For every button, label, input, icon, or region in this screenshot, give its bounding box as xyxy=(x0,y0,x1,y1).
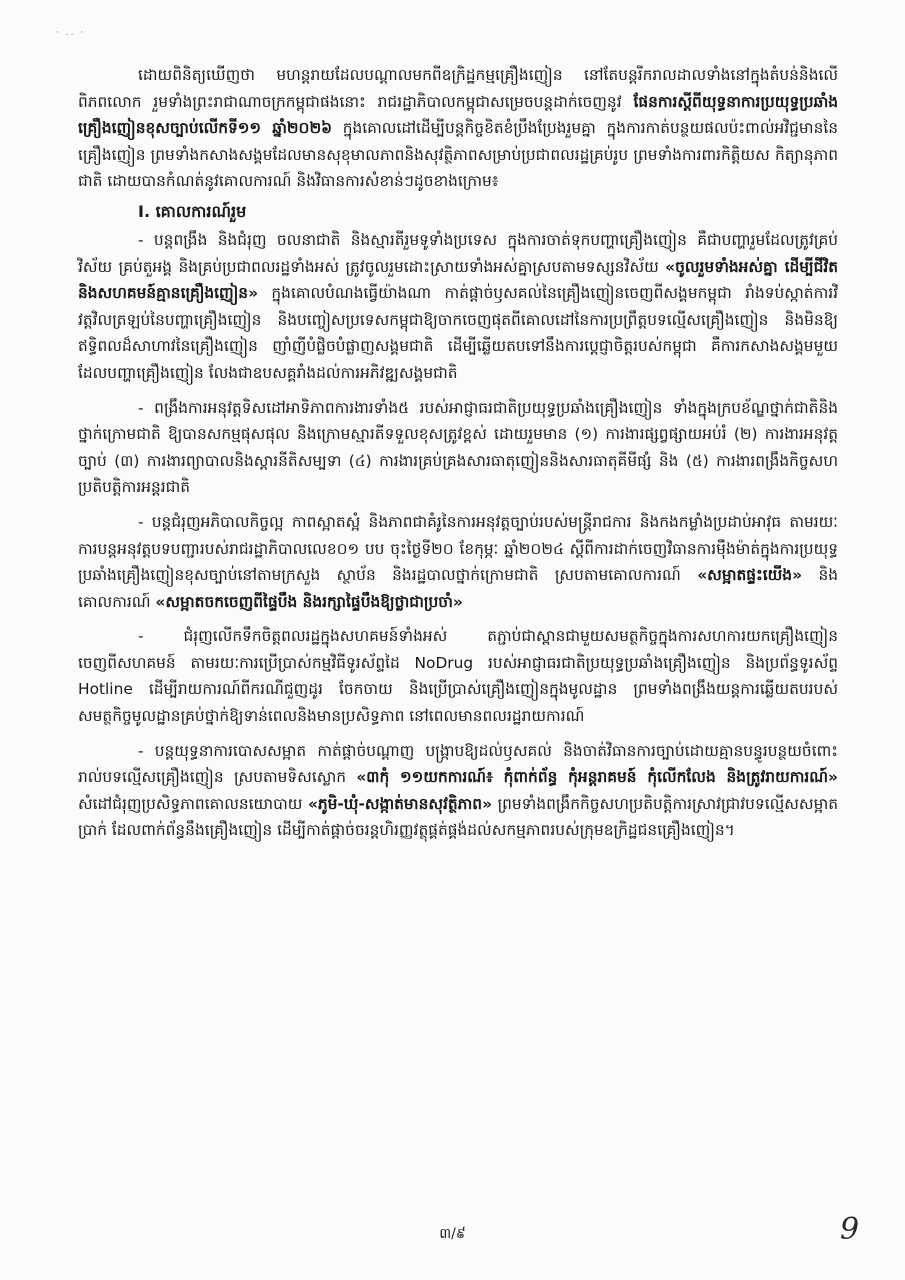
p5-text-2: សំដៅជំរុញប្រសិទ្ធភាពគោលនយោបាយ xyxy=(78,794,308,813)
p4-text-3: ដើម្បីរាយការណ៍ពីករណីជួញដូរ ចែកចាយ និងប្រើប្រាស់គ្រឿងញៀនក្នុងមូលដ្ឋាន ព្រមទាំងពង្រឹងយន្តការឆ្លើយតបរបស់សមត្ថកិច្ចមូលដ្ឋានគ្រប់ថ្នាក់ឱ្យទាន់ពេលនិងមានប្រសិទ្ធភាព នៅពេលមានពលរដ្ឋរាយការណ៍ xyxy=(78,680,838,726)
p4-hotline: Hotline xyxy=(78,680,133,699)
p3-principle-2: «សម្អាតចកចេញពីផ្ទៃបឹង និងរក្សាផ្ទៃបឹងឱ្យថ្លាជាប្រចាំ» xyxy=(155,592,463,611)
p5-text-1: - បន្តយុទ្ធនាការបោសសម្អាត កាត់ផ្តាច់បណ្តាញ បង្ក្រាបឱ្យដល់ឫសគល់ និងចាត់វិធានការច្បាប់ដោយគ្មានបន្ធូរបន្ថយចំពោះរាល់បទល្មើសគ្រឿងញៀន ស្របតាមទិសស្លោក xyxy=(78,741,838,787)
handwritten-initial: 9 xyxy=(840,1212,860,1247)
principle-paragraph-3 xyxy=(78,509,838,615)
document-body xyxy=(78,62,838,844)
p1-text-2: ក្នុងគោលបំណងធ្វើយ៉ាងណា កាត់ផ្តាច់ឫសគល់នៃគ្រឿងញៀនចេញពីសង្គមកម្ពុជា រាំងទប់ស្កាត់ការវិវត្តវិលត្រឡប់នៃបញ្ហាគ្រឿងញៀន និងបញ្ចៀសប្រទេសកម្ពុជាឱ្យចាកចេញផុតពីគោលដៅនៃការប្រព្រឹត្តបទល្មើសគ្រឿងញៀន និងមិនឱ្យឥទ្ធិពលដ៏សាហាវនៃគ្រឿងញៀន ញាំញីបំផ្លិចបំផ្លាញសង្គមជាតិ ដើម្បីឆ្លើយតបទៅនឹងការប្តេជ្ញាចិត្តរបស់កម្ពុជា គឺការកសាងសង្គមមួយដែលបញ្ហាគ្រឿងញៀន លែងជាឧបសគ្គរាំងដល់ការអភិវឌ្ឍសង្គមជាតិ xyxy=(78,284,838,382)
intro-text-2: ក្នុងគោលដៅដើម្បីបន្តកិច្ចខិតខំប្រឹងប្រែងរួមគ្នា ក្នុងការកាត់បន្ថយផលប៉ះពាល់អវិជ្ជមាននៃគ្រឿងញៀន ព្រមទាំងកសាងសង្គមដែលមានសុខុមាលភាពនិងសុវត្ថិភាពសម្រាប់ប្រជាពលរដ្ឋគ្រប់រូប ព្រមទាំងការពារកិត្តិយស កិត្យានុភាពជាតិ ដោយបានកំណត់នូវគោលការណ៍ និងវិធានការសំខាន់ៗដូចខាងក្រោម៖ xyxy=(78,119,838,191)
page-number: ៣/៩ xyxy=(439,1226,466,1242)
p3-text-2: និង គោលការណ៍ xyxy=(78,566,839,611)
p4-text-1: - ជំរុញលើកទឹកចិត្តពលរដ្ឋក្នុងសហគមន៍ទាំងអស់ តភ្ជាប់ជាស្ពានជាមួយសមត្ថកិច្ចក្នុងការសហការយកគ្រឿងញៀនចេញពីសហគមន៍ តាមរយៈការប្រើប្រាស់កម្មវិធីទូរស័ព្ទដៃ xyxy=(78,627,838,672)
intro-text-1: ដោយពិនិត្យឃើញថា មហន្តរាយដែលបណ្តាលមកពីឧក្រិដ្ឋកម្មគ្រឿងញៀន នៅតែបន្តរីករាលដាលទាំងនៅក្នុងតំបន់និងលើពិភពលោក រួមទាំងព្រះរាជាណាចក្រកម្ពុជាផងនោះ រាជរដ្ឋាភិបាលកម្ពុជាសម្រេចបន្តដាក់ចេញនូវ xyxy=(78,66,838,111)
section-heading: I. គោលការណ៍រួម xyxy=(138,201,247,221)
principle-paragraph-4 xyxy=(78,623,838,729)
principle-paragraph-1 xyxy=(78,227,838,387)
principle-paragraph-5 xyxy=(78,738,838,844)
principle-paragraph-2 xyxy=(78,395,838,501)
p3-principle-1: «សម្អាតផ្ទះយើង» xyxy=(697,566,803,585)
p1-slogan: «ចូលរួមទាំងអស់គ្នា ដើម្បីជីវិត និងសហគមន៍គ្មានគ្រឿងញៀន» xyxy=(78,257,839,303)
p1-text-1: - បន្តពង្រឹង និងជំរុញ ចលនាជាតិ និងស្មារតីរួមទូទាំងប្រទេស ក្នុងការចាត់ទុកបញ្ហាគ្រឿងញៀន គឺជាបញ្ហារួមដែលត្រូវគ្រប់វិស័យ គ្រប់តួអង្គ និងគ្រប់ប្រជាពលរដ្ឋទាំងអស់ ត្រូវចូលរួមដោះស្រាយទាំងអស់គ្នាស្របតាមទស្សនវិស័យ xyxy=(78,230,838,276)
scan-specks: · .. · xyxy=(56,28,86,38)
p3-text-1: - បន្តជំរុញអភិបាលកិច្ចល្អ កាពស្អាតស្អំ និងភាពជាគំរូនៃការអនុវត្តច្បាប់របស់មន្ត្រីរាជការ និងកងកម្លាំងប្រដាប់អាវុធ តាមរយៈការបន្តអនុវត្តបទបញ្ជារបស់រាជរដ្ឋាភិបាលលេខ០១ បប ចុះថ្ងៃទី២០ ខែកុម្ភៈ ឆ្នាំ២០២៤ ស្តីពីការដាក់ចេញវិធានការម៉ឺងម៉ាត់ក្នុងការប្រយុទ្ធប្រឆាំងគ្រឿងញៀនខុសច្បាប់នៅតាមក្រសួង ស្ថាប័ន និងរដ្ឋបាលថ្នាក់ក្រោមជាតិ ស្របតាមគោលការណ៍ xyxy=(78,512,838,585)
intro-plan-title: ផែនការស្តីពីយុទ្ធនាការប្រយុទ្ធប្រឆាំងគ្រឿងញៀនខុសច្បាប់លើកទី១១ ឆ្នាំ២០២៦ xyxy=(78,92,838,138)
intro-paragraph xyxy=(78,62,838,195)
p2-text-1: - ពង្រឹងការអនុវត្តទិសដៅអាទិភាពការងារទាំង៥ របស់អាជ្ញាធរជាតិប្រយុទ្ធប្រឆាំងគ្រឿងញៀន ទាំងក្នុងក្របខ័ណ្ឌថ្នាក់ជាតិនិងថ្នាក់ក្រោមជាតិ ឱ្យបានសកម្មផុសផុល និងក្រោមស្មារតីទទួលខុសត្រូវខ្ពស់ ដោយរួមមាន (១) ការងារផ្សព្វផ្សាយអប់រំ (២) ការងារអនុវត្តច្បាប់ (៣) ការងារព្យាបាលនិងស្តារនីតិសម្បទា (៤) ការងារគ្រប់គ្រងសារធាតុញៀននិងសារធាតុគីមីផ្សំ និង (៥) ការងារពង្រឹងកិច្ចសហប្រតិបត្តិការអន្តរជាតិ xyxy=(78,398,838,497)
p5-slogan: «៣កុំ ១១យកការណ៍៖ កុំពាក់ព័ន្ធ កុំអន្តរាគមន៍ កុំលើកលែង និងត្រូវរាយការណ៍» xyxy=(356,768,838,787)
p4-nodrug-app: NoDrug xyxy=(414,653,474,672)
p5-policy: «ភូមិ-ឃុំ-សង្កាត់មានសុវត្ថិភាព» xyxy=(307,794,493,813)
p4-text-2: របស់អាជ្ញាធរជាតិប្រយុទ្ធប្រឆាំងគ្រឿងញៀន និងប្រព័ន្ធទូរស័ព្ទ xyxy=(473,653,838,672)
p5-text-3: ព្រមទាំងពង្រឹកកិច្ចសហប្រតិបត្តិការស្រាវជ្រាវបទល្មើសសម្អាតប្រាក់ ដែលពាក់ព័ន្ធនឹងគ្រឿងញៀន ដើម្បីកាត់ផ្តាច់ចរន្តហិរញ្ញវត្ថុផ្គត់ផ្គង់ដល់សកម្មភាពរបស់ក្រុមឧក្រិដ្ឋជនគ្រឿងញៀន។ xyxy=(78,794,838,840)
